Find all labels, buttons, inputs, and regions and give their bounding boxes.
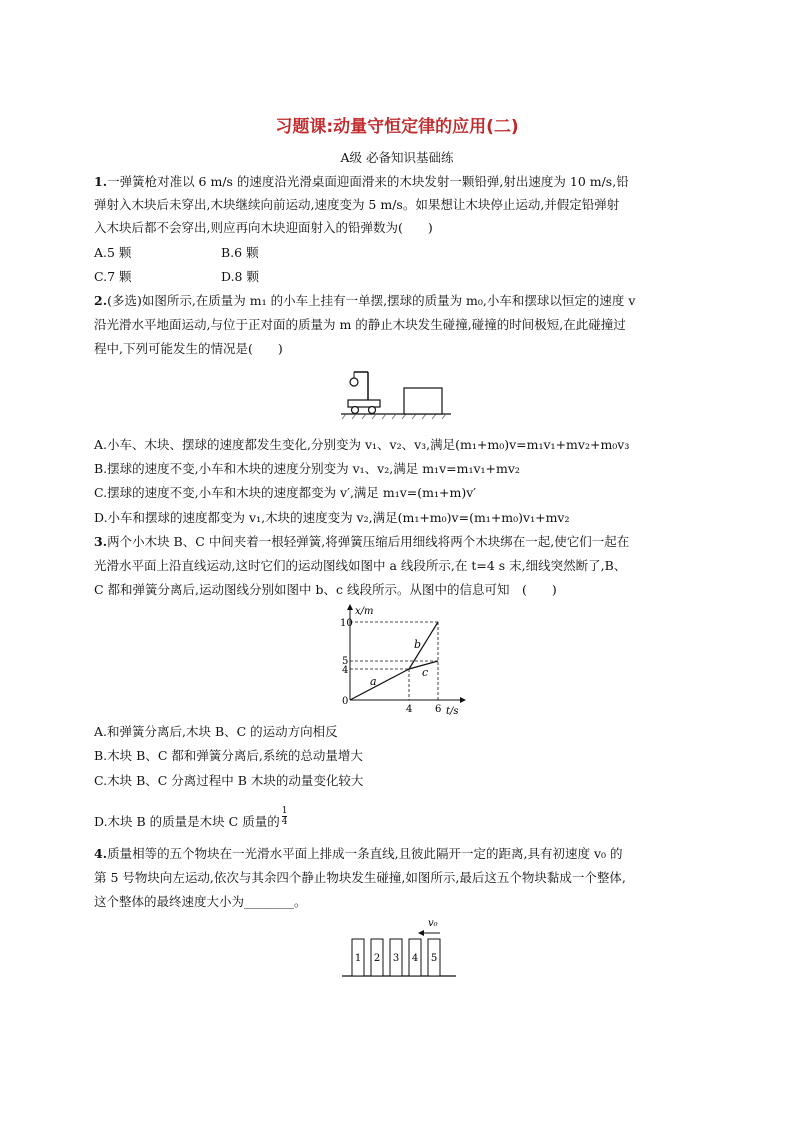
fraction bbox=[282, 806, 288, 827]
block-5-label: 5 bbox=[430, 953, 438, 964]
y-tick-0: 0 bbox=[342, 696, 349, 707]
q3-option-d bbox=[94, 806, 288, 833]
fraction-numerator: 1 bbox=[281, 806, 288, 816]
arrow-left-icon bbox=[418, 930, 424, 936]
block-3-label: 3 bbox=[392, 953, 400, 964]
q1-line-1 bbox=[94, 174, 629, 190]
q3-number: 3. bbox=[94, 534, 108, 549]
q1-text-1: 一弹簧枪对准以 6 m/s 的速度沿光滑桌面迎面滑来的木块发射一颗铅弹,射出速度为 10 m/s,铅 bbox=[107, 174, 629, 189]
q2-option-d: D.小车和摆球的速度都变为 v₁,木块的速度变为 v₂,满足(m₁+m₀)v=(m₁+m₀)v₁+mv₂ bbox=[94, 510, 570, 525]
q1-option-a: A.5 颗 bbox=[94, 245, 132, 260]
q4-line-2: 第 5 号物块向左运动,依次与其余四个静止物块发生碰撞,如图所示,最后这五个物块黏成一个整体, bbox=[94, 870, 626, 885]
label-b: b bbox=[414, 638, 422, 651]
q3-option-a: A.和弹簧分离后,木块 B、C 的运动方向相反 bbox=[94, 724, 338, 739]
five-blocks-diagram bbox=[338, 915, 460, 981]
cart-body bbox=[348, 400, 380, 407]
x-tick-6: 6 bbox=[435, 704, 442, 715]
q2-option-b: B.摆球的速度不变,小车和木块的速度分别变为 v₁、v₂,满足 m₁v=m₁v₁+mv₂ bbox=[94, 461, 520, 476]
wood-block bbox=[404, 388, 442, 414]
q3-option-c: C.木块 B、C 分离过程中 B 木块的动量变化较大 bbox=[94, 773, 364, 788]
q3-option-b: B.木块 B、C 都和弹簧分离后,系统的总动量增大 bbox=[94, 748, 363, 763]
q4-text-1: 质量相等的五个物块在一光滑水平面上排成一条直线,且彼此隔开一定的距离,具有初速度 v₀ 的 bbox=[107, 846, 623, 861]
pendulum-ball bbox=[350, 378, 358, 386]
q1-option-d: D.8 颗 bbox=[221, 269, 259, 284]
q3-line-1 bbox=[94, 534, 629, 550]
q2-option-a: A.小车、木块、摆球的速度都发生变化,分别变为 v₁、v₂、v₃,满足(m₁+m₀)v=m₁v₁+mv₂+m₀v₃ bbox=[94, 437, 630, 452]
y-axis-label: x/m bbox=[355, 606, 374, 617]
cart-pendulum-diagram bbox=[336, 366, 456, 422]
q3-line-3: C 都和弹簧分离后,运动图线分别如图中 b、c 线段所示。从图中的信息可知 ( ) bbox=[94, 582, 557, 597]
fraction-denominator: 4 bbox=[281, 817, 288, 827]
q4-line-1 bbox=[94, 846, 623, 862]
line-a bbox=[350, 669, 409, 700]
q1-line-2: 弹射入木块后未穿出,木块继续向前运动,速度变为 5 m/s。如果想让木块停止运动,并假定铅弹射 bbox=[94, 197, 620, 212]
q4-number: 4. bbox=[94, 846, 108, 861]
q1-number: 1. bbox=[94, 174, 108, 189]
q2-line-1 bbox=[94, 293, 635, 309]
block-4-label: 4 bbox=[411, 953, 419, 964]
y-tick-10: 10 bbox=[340, 618, 353, 629]
section-level: A级 必备知识基础练 bbox=[340, 150, 454, 165]
q2-number: 2. bbox=[94, 293, 108, 308]
y-tick-4: 4 bbox=[342, 665, 349, 676]
q2-line-3: 程中,下列可能发生的情况是( ) bbox=[94, 341, 283, 356]
label-a: a bbox=[370, 675, 377, 688]
q3-line-2: 光滑水平面上沿直线运动,这时它们的运动图线如图中 a 线段所示,在 t=4 s 末,细线突然断了,B、 bbox=[94, 558, 627, 573]
block-2-label: 2 bbox=[373, 953, 381, 964]
q3-text-1: 两个小木块 B、C 中间夹着一根轻弹簧,将弹簧压缩后用细线将两个木块绑在一起,使它们一起在 bbox=[107, 534, 630, 549]
y-tick-5: 5 bbox=[342, 656, 349, 667]
x-tick-4: 4 bbox=[406, 704, 413, 715]
q3-option-d-text: D.木块 B 的质量是木块 C 质量的 bbox=[94, 814, 280, 829]
label-c: c bbox=[422, 666, 429, 679]
v0-label: v₀ bbox=[428, 918, 438, 929]
cart-wheel bbox=[352, 407, 359, 414]
block-1-label: 1 bbox=[354, 953, 362, 964]
q1-option-c: C.7 颗 bbox=[94, 269, 132, 284]
q1-line-3: 入木块后都不会穿出,则应再向木块迎面射入的铅弹数为( ) bbox=[94, 220, 433, 235]
q2-text-1: (多选)如图所示,在质量为 m₁ 的小车上挂有一单摆,摆球的质量为 m₀,小车和摆球以恒定的速度 v bbox=[107, 293, 636, 308]
x-t-graph bbox=[328, 602, 468, 720]
x-axis-label: t/s bbox=[446, 706, 459, 717]
page-title: 习题课:动量守恒定律的应用(二) bbox=[275, 117, 519, 137]
cart-wheel bbox=[369, 407, 376, 414]
q2-option-c: C.摆球的速度不变,小车和木块的速度都变为 v′,满足 m₁v=(m₁+m)v′ bbox=[94, 485, 477, 500]
q1-option-b: B.6 颗 bbox=[221, 245, 259, 260]
q2-line-2: 沿光滑水平地面运动,与位于正对面的质量为 m 的静止木块发生碰撞,碰撞的时间极短,在此碰撞过 bbox=[94, 317, 626, 332]
q4-line-3: 这个整体的最终速度大小为________。 bbox=[94, 894, 307, 909]
